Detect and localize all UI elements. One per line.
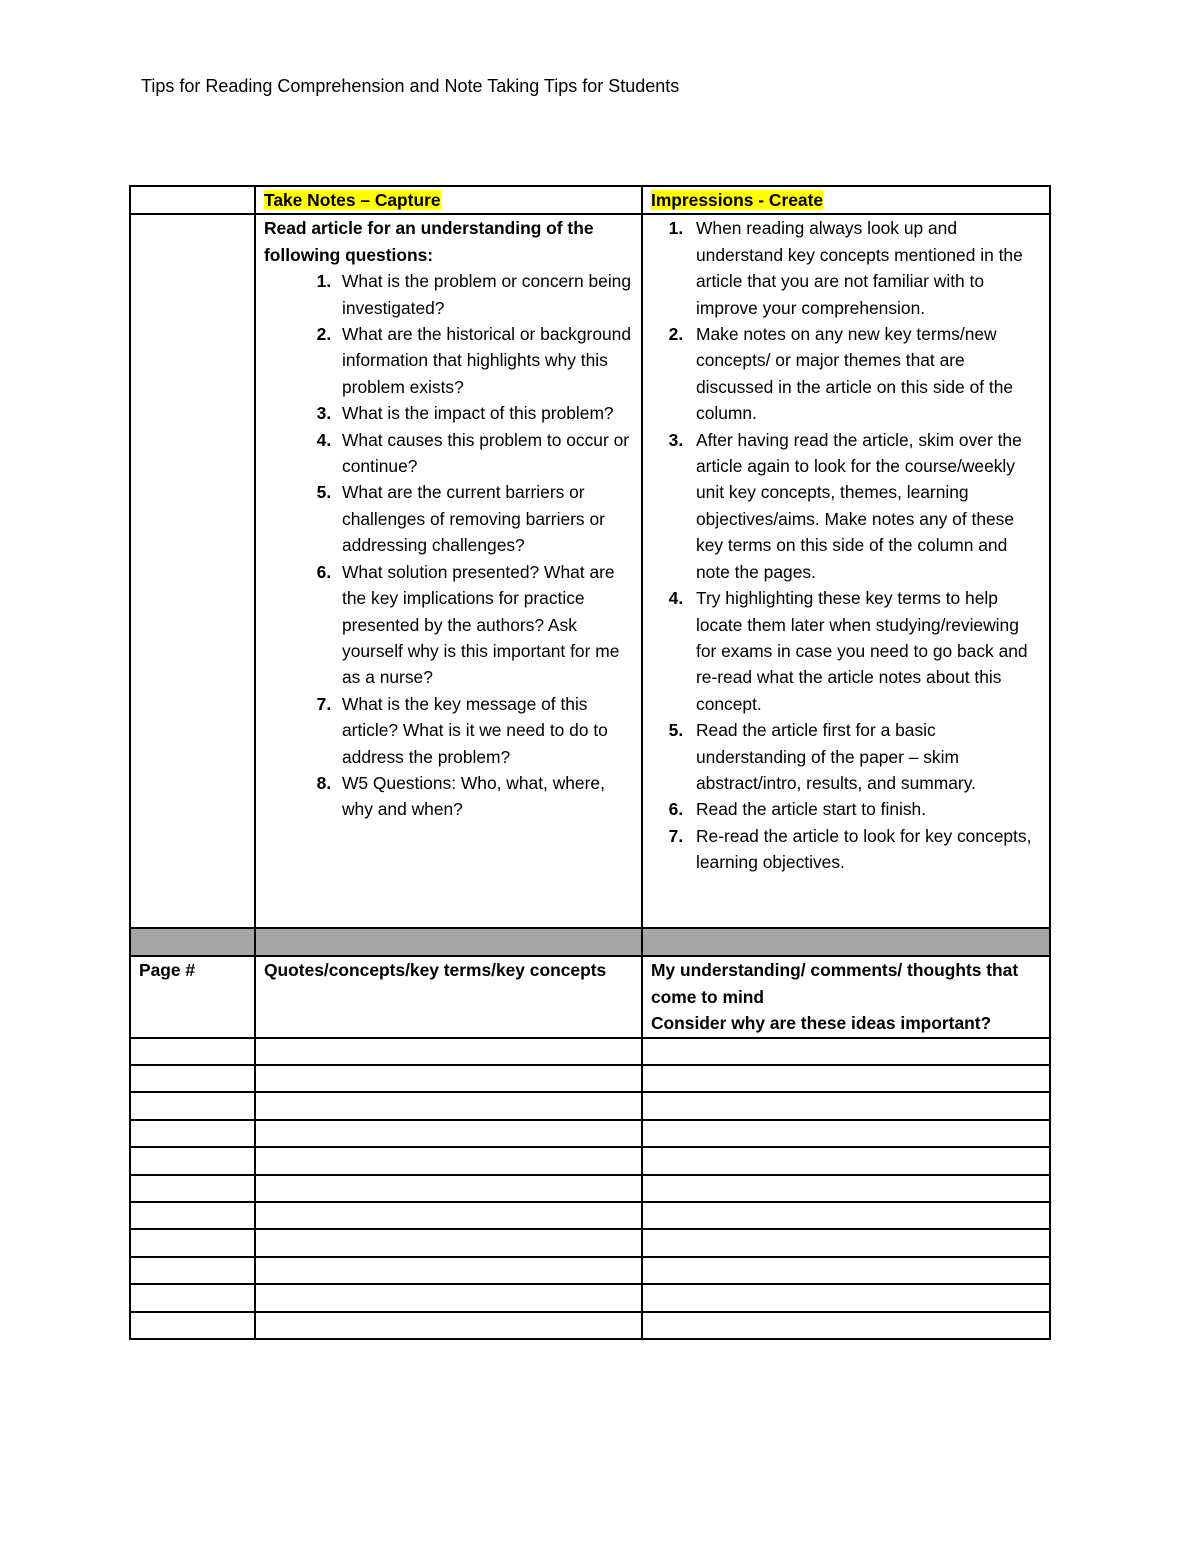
page-number-entry-cell[interactable] [130,1257,255,1284]
separator-cell [130,928,255,956]
page-number-entry-cell[interactable] [130,1120,255,1147]
comment-entry-cell[interactable] [642,1038,1050,1065]
quote-entry-cell[interactable] [255,1038,642,1065]
question-item: 1. What is the problem or concern being investigated? [336,268,633,321]
impression-item: 1. When reading always look up and understand key concepts mentioned in the article that you are not familiar with to improve your comprehension. [688,215,1041,321]
page-number-entry-cell[interactable] [130,1147,255,1174]
impression-item: 2. Make notes on any new key terms/new concepts/ or major themes that are discussed in the article on this side of the column. [688,321,1041,427]
notes-table [129,185,1051,1340]
quote-entry-cell[interactable] [255,1257,642,1284]
understanding-label [642,956,1050,1037]
quote-entry-cell[interactable] [255,1092,642,1119]
comment-entry-cell[interactable] [642,1202,1050,1229]
blank-note-row[interactable] [130,1065,1050,1092]
page-title: Tips for Reading Comprehension and Note Taking Tips for Students [141,76,680,96]
take-notes-intro: Read article for an understanding of the following questions: [264,218,594,265]
importance-label-line: Consider why are these ideas important? [651,1013,992,1034]
comment-entry-cell[interactable] [642,1284,1050,1311]
impressions-list [651,215,1041,875]
blank-note-row[interactable] [130,1038,1050,1065]
blank-note-row[interactable] [130,1257,1050,1284]
blank-note-row[interactable] [130,1092,1050,1119]
page-number-entry-cell[interactable] [130,1092,255,1119]
understanding-label-line: My understanding/ comments/ thoughts that come to mind [651,960,1019,1007]
page-number-entry-cell[interactable] [130,1202,255,1229]
page-number-entry-cell[interactable] [130,1229,255,1256]
impressions-heading: Impressions - Create [651,190,824,210]
blank-note-row[interactable] [130,1229,1050,1256]
impression-item: 7. Re-read the article to look for key concepts, learning objectives. [688,823,1041,876]
impressions-cell [642,214,1050,928]
blank-note-row[interactable] [130,1120,1050,1147]
separator-cell [642,928,1050,956]
page-number-label: Page # [130,956,255,1037]
blank-note-row[interactable] [130,1202,1050,1229]
quote-entry-cell[interactable] [255,1229,642,1256]
question-list [264,268,633,823]
impression-item: 6. Read the article start to finish. [688,796,1041,822]
quote-entry-cell[interactable] [255,1147,642,1174]
take-notes-cell [255,214,642,928]
comment-entry-cell[interactable] [642,1257,1050,1284]
comment-entry-cell[interactable] [642,1092,1050,1119]
page-number-entry-cell[interactable] [130,1065,255,1092]
page-number-entry-cell[interactable] [130,1284,255,1311]
quote-entry-cell[interactable] [255,1120,642,1147]
question-item: 2. What are the historical or background information that highlights why this problem exists? [336,321,633,400]
impression-item: 4. Try highlighting these key terms to help locate them later when studying/reviewing for exams in case you need to go back and re-read what the article notes about this concept. [688,585,1041,717]
page-number-entry-cell[interactable] [130,1175,255,1202]
comment-entry-cell[interactable] [642,1312,1050,1339]
quote-entry-cell[interactable] [255,1065,642,1092]
impression-item: 3. After having read the article, skim over the article again to look for the course/weekly unit key concepts, themes, learning objectives/aims. Make notes any of these key terms on this side of the column and note the pages. [688,427,1041,585]
take-notes-heading: Take Notes – Capture [264,190,441,210]
comment-entry-cell[interactable] [642,1120,1050,1147]
blank-note-row[interactable] [130,1284,1050,1311]
comment-entry-cell[interactable] [642,1175,1050,1202]
page-number-entry-cell[interactable] [130,1312,255,1339]
header-take-notes-cell [255,186,642,214]
quote-entry-cell[interactable] [255,1284,642,1311]
column-label-row [130,956,1050,1037]
page-number-entry-cell[interactable] [130,1038,255,1065]
question-item: 6. What solution presented? What are the key implications for practice presented by the authors? Ask yourself why is this important for me as a nurse? [336,559,633,691]
quotes-label: Quotes/concepts/key terms/key concepts [255,956,642,1037]
blank-note-row[interactable] [130,1312,1050,1339]
quote-entry-cell[interactable] [255,1312,642,1339]
blank-note-row[interactable] [130,1175,1050,1202]
quote-entry-cell[interactable] [255,1202,642,1229]
separator-row [130,928,1050,956]
question-item: 5. What are the current barriers or challenges of removing barriers or addressing challenges? [336,479,633,558]
question-item: 8. W5 Questions: Who, what, where, why and when? [336,770,633,823]
content-empty-cell [130,214,255,928]
impression-item: 5. Read the article first for a basic understanding of the paper – skim abstract/intro, results, and summary. [688,717,1041,796]
comment-entry-cell[interactable] [642,1229,1050,1256]
question-item: 3. What is the impact of this problem? [336,400,633,426]
separator-cell [255,928,642,956]
header-impressions-cell [642,186,1050,214]
question-item: 7. What is the key message of this article? What is it we need to do to address the problem? [336,691,633,770]
comment-entry-cell[interactable] [642,1147,1050,1174]
question-item: 4. What causes this problem to occur or continue? [336,427,633,480]
comment-entry-cell[interactable] [642,1065,1050,1092]
quote-entry-cell[interactable] [255,1175,642,1202]
header-row [130,186,1050,214]
content-row [130,214,1050,928]
header-empty-cell [130,186,255,214]
blank-note-row[interactable] [130,1147,1050,1174]
